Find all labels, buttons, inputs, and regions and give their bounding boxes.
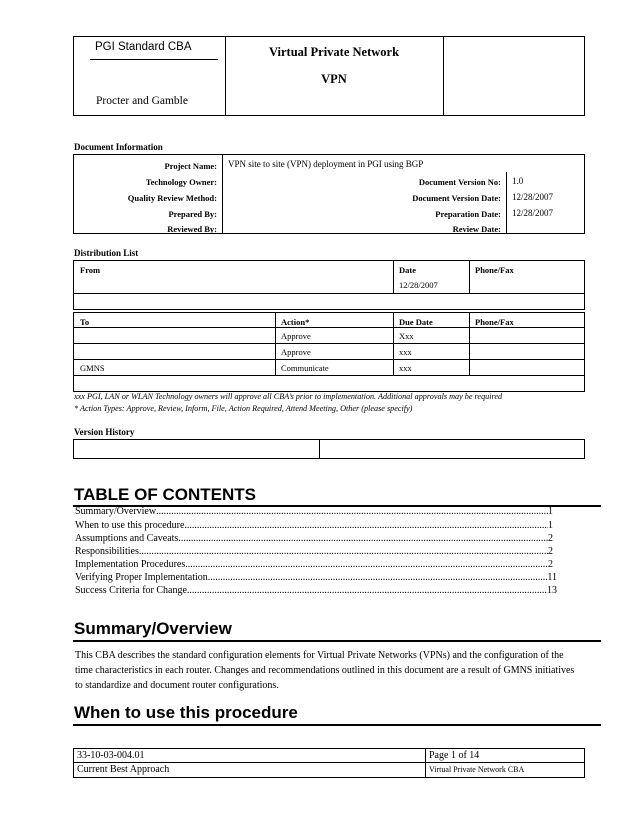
toc-entry-page: 2	[548, 559, 553, 570]
toc-leader	[156, 506, 548, 517]
reviewed-by-label: Reviewed By:	[167, 224, 217, 234]
version-history-title: Version History	[74, 427, 135, 437]
from-date-value: 12/28/2007	[399, 280, 438, 290]
project-name-label: Project Name:	[164, 161, 217, 171]
toc-entry-page: 11	[547, 572, 557, 583]
toc-leader	[185, 559, 548, 570]
version-col-divider	[319, 439, 320, 459]
from-header: From	[80, 265, 101, 275]
toc-entry-text: Assumptions and Caveats	[75, 533, 179, 544]
footer-approach: Current Best Approach	[77, 764, 170, 775]
approval-note: xxx PGI, LAN or WLAN Technology owners will approve all CBA’s prior to implementation. Additional approvals may be required	[74, 392, 503, 401]
action-cell: Approve	[281, 347, 311, 357]
toc-entry-text: Responsibilities	[75, 546, 139, 557]
summary-line: This CBA describes the standard configuration elements for Virtual Private Networks (VPNs) and the configuration of the	[75, 650, 564, 661]
prepared-by-label: Prepared By:	[168, 209, 217, 219]
toc-leader	[139, 546, 548, 557]
toc-title: TABLE OF CONTENTS	[74, 485, 256, 504]
to-row-divider	[73, 343, 585, 344]
from-col-divider	[393, 260, 394, 293]
header-doc-title: Virtual Private Network	[268, 45, 400, 59]
due-cell: Xxx	[399, 331, 414, 341]
doc-info-divider	[506, 172, 507, 234]
prep-date-label: Preparation Date:	[435, 209, 501, 219]
footer-doc-id: 33-10-03-004.01	[77, 750, 145, 761]
footer-doc-name: Virtual Private Network CBA	[429, 765, 525, 774]
footer-row-divider	[73, 762, 585, 763]
toc-leader	[178, 533, 548, 544]
header-divider	[443, 36, 444, 116]
action-types-note: * Action Types: Approve, Review, Inform, File, Action Required, Attend Meeting, Other (please specify)	[74, 404, 413, 413]
from-row-divider	[73, 293, 585, 294]
summary-heading: Summary/Overview	[74, 619, 232, 638]
toc-entry-text: Success Criteria for Change	[75, 585, 187, 596]
toc-entry-text: Implementation Procedures	[75, 559, 186, 570]
phone-fax-header: Phone/Fax	[475, 317, 514, 327]
to-col-divider	[393, 312, 394, 376]
toc-entry-page: 1	[548, 506, 553, 517]
to-col-divider	[469, 312, 470, 376]
footer-page: Page 1 of 14	[429, 750, 480, 761]
toc-entry-text: Verifying Proper Implementation	[75, 572, 208, 583]
doc-version-date-label: Document Version Date:	[412, 193, 501, 203]
toc-leader	[184, 520, 548, 531]
due-date-header: Due Date	[399, 317, 433, 327]
doc-version-value: 1.0	[512, 176, 524, 186]
version-history-table	[73, 439, 585, 459]
phone-header: Phone/Fax	[475, 265, 514, 275]
to-row-divider	[73, 375, 585, 376]
toc-entry-page: 13	[547, 585, 557, 596]
distribution-title: Distribution List	[74, 248, 139, 258]
toc-entry[interactable]	[75, 559, 553, 570]
header-doc-subtitle: VPN	[321, 72, 347, 86]
toc-entry-text: When to use this procedure	[75, 520, 185, 531]
toc-entry[interactable]	[75, 533, 553, 544]
summary-line: time characteristics in each router. Changes and recommendations outlined in this document are a result of GMNS initiatives	[75, 665, 575, 676]
to-row-divider	[73, 327, 585, 328]
prep-date-value: 12/28/2007	[512, 208, 554, 218]
to-header: To	[80, 317, 90, 327]
toc-entry-page: 2	[548, 546, 553, 557]
toc-entry-page: 2	[548, 533, 553, 544]
doc-version-label: Document Version No:	[418, 177, 501, 187]
when-to-use-heading: When to use this procedure	[74, 703, 298, 722]
action-header: Action*	[281, 317, 310, 327]
review-date-label: Review Date:	[452, 224, 501, 234]
doc-info-divider	[222, 154, 223, 234]
footer-col-divider	[425, 748, 426, 778]
to-col-divider	[275, 312, 276, 376]
header-left-title: PGI Standard CBA	[95, 41, 192, 53]
to-cell: GMNS	[80, 363, 105, 373]
when-to-use-rule	[73, 724, 601, 726]
doc-version-date-value: 12/28/2007	[512, 192, 554, 202]
due-cell: xxx	[399, 363, 412, 373]
toc-leader	[208, 572, 548, 583]
qr-method-label: Quality Review Method:	[127, 193, 217, 203]
due-cell: xxx	[399, 347, 412, 357]
toc-entry[interactable]	[75, 520, 553, 531]
toc-entry[interactable]	[75, 585, 557, 596]
project-name-value: VPN site to site (VPN) deployment in PGI using BGP	[228, 159, 424, 169]
to-row-divider	[73, 359, 585, 360]
summary-rule	[73, 640, 601, 642]
tech-owner-label: Technology Owner:	[145, 177, 217, 187]
doc-info-title: Document Information	[74, 142, 163, 152]
action-cell: Communicate	[281, 363, 329, 373]
header-company: Procter and Gamble	[96, 95, 188, 107]
toc-entry[interactable]	[75, 506, 553, 517]
action-cell: Approve	[281, 331, 311, 341]
header-title-underline	[90, 59, 218, 60]
toc-entry-text: Summary/Overview	[75, 506, 157, 517]
from-col-divider	[469, 260, 470, 293]
summary-line: to standardize and document router configurations.	[75, 680, 279, 691]
toc-leader	[187, 585, 547, 596]
date-header: Date	[399, 265, 416, 275]
toc-entry[interactable]	[75, 546, 553, 557]
toc-entry-page: 1	[548, 520, 553, 531]
toc-entry[interactable]	[75, 572, 557, 583]
